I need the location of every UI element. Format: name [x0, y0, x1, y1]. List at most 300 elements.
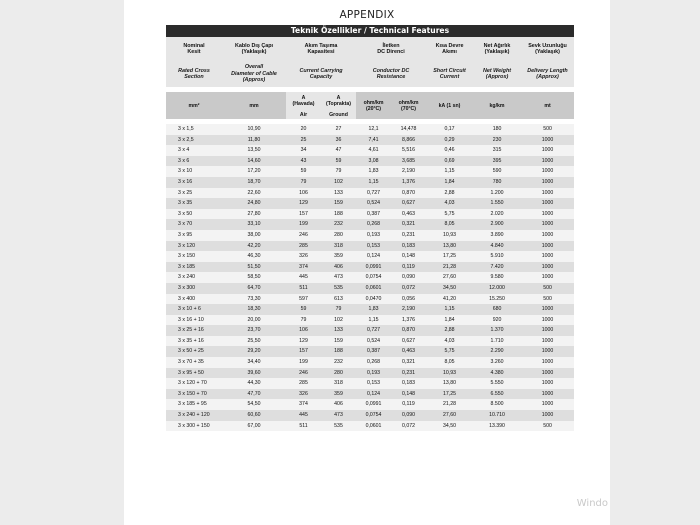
- table-cell: 511: [286, 283, 321, 294]
- table-cell: 0,231: [391, 368, 426, 379]
- header-row-turkish: [166, 37, 574, 61]
- table-cell: 21,28: [426, 262, 473, 273]
- table-cell: 13,80: [426, 241, 473, 252]
- table-cell: 3 x 95 + 50: [166, 368, 222, 379]
- table-row: [166, 209, 574, 220]
- table-cell: 500: [521, 283, 574, 294]
- table-cell: 500: [521, 421, 574, 432]
- table-row: [166, 156, 574, 167]
- table-cell: 44,30: [222, 378, 286, 389]
- sub-ohm-70: ohm/km (70°C): [391, 92, 426, 119]
- table-cell: 1000: [521, 145, 574, 156]
- table-cell: 3 x 35 + 16: [166, 336, 222, 347]
- table-cell: 29,20: [222, 346, 286, 357]
- table-cell: 47,70: [222, 389, 286, 400]
- table-cell: 5,75: [426, 346, 473, 357]
- sub-amp-air: A (Havada): [286, 92, 321, 110]
- table-cell: 1000: [521, 336, 574, 347]
- table-row: [166, 241, 574, 252]
- table-cell: 285: [286, 241, 321, 252]
- table-cell: 1000: [521, 198, 574, 209]
- sub-ka: kA (1 sn): [426, 92, 473, 119]
- table-cell: 1000: [521, 262, 574, 273]
- table-cell: 3 x 50 + 25: [166, 346, 222, 357]
- table-cell: 0,183: [391, 241, 426, 252]
- table-cell: 0,268: [356, 357, 391, 368]
- table-cell: 34,50: [426, 421, 473, 432]
- table-cell: 0,056: [391, 294, 426, 305]
- table-row: [166, 378, 574, 389]
- table-cell: 27,80: [222, 209, 286, 220]
- table-cell: 406: [321, 262, 356, 273]
- table-cell: 10.710: [473, 410, 521, 421]
- header-nominal-en: Rated Cross Section: [166, 61, 222, 87]
- table-cell: 42,20: [222, 241, 286, 252]
- table-cell: 129: [286, 198, 321, 209]
- header-current-en: Current Carrying Capacity: [286, 61, 356, 87]
- table-cell: 133: [321, 188, 356, 199]
- table-cell: 1,376: [391, 315, 426, 326]
- table-cell: 79: [321, 304, 356, 315]
- table-cell: 0,119: [391, 262, 426, 273]
- table-cell: 3 x 35: [166, 198, 222, 209]
- table-cell: 0,072: [391, 283, 426, 294]
- table-cell: 59: [286, 166, 321, 177]
- table-cell: 1.550: [473, 198, 521, 209]
- watermark-text: Windo: [576, 498, 608, 509]
- table-cell: 1000: [521, 410, 574, 421]
- table-cell: 535: [321, 421, 356, 432]
- table-cell: 17,20: [222, 166, 286, 177]
- table-cell: 3 x 240: [166, 272, 222, 283]
- table-cell: 4.380: [473, 368, 521, 379]
- appendix-page: [124, 0, 610, 525]
- table-cell: 1,15: [426, 166, 473, 177]
- table-cell: 0,183: [391, 378, 426, 389]
- table-cell: 2.020: [473, 209, 521, 220]
- sub-ground: Ground: [321, 110, 356, 119]
- table-cell: 23,70: [222, 325, 286, 336]
- table-cell: 0,090: [391, 272, 426, 283]
- table-cell: 246: [286, 368, 321, 379]
- table-cell: 14,478: [391, 124, 426, 135]
- table-cell: 0,0991: [356, 262, 391, 273]
- table-cell: 1,15: [356, 177, 391, 188]
- table-cell: 3.890: [473, 230, 521, 241]
- table-cell: 4,61: [356, 145, 391, 156]
- table-row: [166, 283, 574, 294]
- table-cell: 21,28: [426, 399, 473, 410]
- table-cell: 3 x 1,5: [166, 124, 222, 135]
- table-cell: 280: [321, 230, 356, 241]
- table-cell: 43: [286, 156, 321, 167]
- table-cell: 0,387: [356, 346, 391, 357]
- table-cell: 8,05: [426, 357, 473, 368]
- table-cell: 3 x 300 + 150: [166, 421, 222, 432]
- table-cell: 1,84: [426, 315, 473, 326]
- table-cell: 1000: [521, 368, 574, 379]
- table-cell: 15.250: [473, 294, 521, 305]
- table-cell: 1000: [521, 325, 574, 336]
- table-cell: 102: [321, 315, 356, 326]
- table-cell: 232: [321, 357, 356, 368]
- table-cell: 34: [286, 145, 321, 156]
- table-cell: 1,83: [356, 304, 391, 315]
- table-cell: 10,93: [426, 368, 473, 379]
- table-cell: 0,387: [356, 209, 391, 220]
- table-cell: 0,29: [426, 135, 473, 146]
- table-cell: 2.290: [473, 346, 521, 357]
- table-cell: 1,15: [426, 304, 473, 315]
- table-cell: 0,268: [356, 219, 391, 230]
- table-cell: 3 x 300: [166, 283, 222, 294]
- table-cell: 4.840: [473, 241, 521, 252]
- table-cell: 3 x 240 + 120: [166, 410, 222, 421]
- table-cell: 159: [321, 198, 356, 209]
- table-body: [166, 124, 574, 431]
- table-cell: 3,08: [356, 156, 391, 167]
- table-cell: 0,193: [356, 368, 391, 379]
- table-cell: 8,05: [426, 219, 473, 230]
- table-cell: 0,153: [356, 241, 391, 252]
- table-cell: 3 x 50: [166, 209, 222, 220]
- table-cell: 9.580: [473, 272, 521, 283]
- table-cell: 20,00: [222, 315, 286, 326]
- header-short-circuit-tr: Kısa Devre Akımı: [426, 37, 473, 61]
- table-cell: 7.420: [473, 262, 521, 273]
- table-cell: 1000: [521, 399, 574, 410]
- table-row: [166, 166, 574, 177]
- table-cell: 3 x 120 + 70: [166, 378, 222, 389]
- table-cell: 1.200: [473, 188, 521, 199]
- header-weight-en: Net Weight (Approx): [473, 61, 521, 87]
- table-cell: 613: [321, 294, 356, 305]
- table-cell: 3 x 95: [166, 230, 222, 241]
- table-cell: 2,88: [426, 325, 473, 336]
- table-cell: 51,50: [222, 262, 286, 273]
- appendix-title: APPENDIX: [339, 9, 395, 21]
- header-row-english: [166, 61, 574, 87]
- table-row: [166, 198, 574, 209]
- table-cell: 0,124: [356, 251, 391, 262]
- table-cell: 280: [321, 368, 356, 379]
- table-row: [166, 410, 574, 421]
- table-cell: 34,50: [426, 283, 473, 294]
- table-row: [166, 346, 574, 357]
- table-cell: 24,80: [222, 198, 286, 209]
- table-cell: 0,148: [391, 251, 426, 262]
- header-diameter-en: Overall Diameter of Cable (Approx): [222, 61, 286, 87]
- table-cell: 445: [286, 272, 321, 283]
- table-cell: 0,119: [391, 399, 426, 410]
- table-cell: 359: [321, 251, 356, 262]
- table-cell: 5.910: [473, 251, 521, 262]
- table-cell: 4,03: [426, 336, 473, 347]
- table-cell: 47: [321, 145, 356, 156]
- table-cell: 3,685: [391, 156, 426, 167]
- table-cell: 159: [321, 336, 356, 347]
- table-cell: 25,50: [222, 336, 286, 347]
- table-cell: 1000: [521, 166, 574, 177]
- table-cell: 3 x 25 + 16: [166, 325, 222, 336]
- table-cell: 1000: [521, 357, 574, 368]
- table-cell: 34,40: [222, 357, 286, 368]
- table-cell: 38,00: [222, 230, 286, 241]
- table-cell: 54,50: [222, 399, 286, 410]
- table-cell: 680: [473, 304, 521, 315]
- header-short-circuit-en: Short Circuit Current: [426, 61, 473, 87]
- table-cell: 2.900: [473, 219, 521, 230]
- table-cell: 3 x 120: [166, 241, 222, 252]
- table-cell: 60,60: [222, 410, 286, 421]
- table-row: [166, 389, 574, 400]
- table-cell: 157: [286, 209, 321, 220]
- table-cell: 36: [321, 135, 356, 146]
- table-cell: 0,69: [426, 156, 473, 167]
- table-cell: 326: [286, 251, 321, 262]
- table-cell: 1000: [521, 389, 574, 400]
- table-cell: 5.550: [473, 378, 521, 389]
- table-cell: 1000: [521, 219, 574, 230]
- sub-ohm-20: ohm/km (20°C): [356, 92, 391, 119]
- table-cell: 1000: [521, 230, 574, 241]
- table-cell: 180: [473, 124, 521, 135]
- table-cell: 106: [286, 188, 321, 199]
- table-cell: 3 x 150: [166, 251, 222, 262]
- table-row: [166, 357, 574, 368]
- header-row-sub: [166, 92, 574, 110]
- table-cell: 3 x 150 + 70: [166, 389, 222, 400]
- table-cell: 1000: [521, 209, 574, 220]
- table-cell: 22,60: [222, 188, 286, 199]
- table-cell: 780: [473, 177, 521, 188]
- table-cell: 0,0754: [356, 272, 391, 283]
- table-cell: 1.710: [473, 336, 521, 347]
- table-cell: 0,072: [391, 421, 426, 432]
- table-cell: 11,80: [222, 135, 286, 146]
- table-cell: 0,463: [391, 209, 426, 220]
- table-cell: 18,70: [222, 177, 286, 188]
- table-cell: 406: [321, 399, 356, 410]
- table-cell: 0,524: [356, 198, 391, 209]
- table-cell: 3.260: [473, 357, 521, 368]
- table-cell: 59: [286, 304, 321, 315]
- table-cell: 1.370: [473, 325, 521, 336]
- header-delivery-en: Delivery Length (Approx): [521, 61, 574, 87]
- table-cell: 39,60: [222, 368, 286, 379]
- table-cell: 590: [473, 166, 521, 177]
- table-row: [166, 421, 574, 432]
- table-cell: 500: [521, 124, 574, 135]
- header-resistance-tr: İletken DC Direnci: [356, 37, 426, 61]
- table-cell: 0,124: [356, 389, 391, 400]
- table-cell: 3 x 10: [166, 166, 222, 177]
- table-row: [166, 315, 574, 326]
- table-cell: 0,148: [391, 389, 426, 400]
- sub-amp-ground: A (Toprakta): [321, 92, 356, 110]
- table-cell: 25: [286, 135, 321, 146]
- table-row: [166, 272, 574, 283]
- table-cell: 0,524: [356, 336, 391, 347]
- table-cell: 920: [473, 315, 521, 326]
- table-cell: 1,84: [426, 177, 473, 188]
- table-cell: 46,30: [222, 251, 286, 262]
- table-cell: 473: [321, 410, 356, 421]
- table-cell: 20: [286, 124, 321, 135]
- table-cell: 0,463: [391, 346, 426, 357]
- table-cell: 1000: [521, 378, 574, 389]
- table-cell: 511: [286, 421, 321, 432]
- table-row: [166, 124, 574, 135]
- unit-nominal: mm²: [166, 92, 222, 119]
- table-cell: 1000: [521, 251, 574, 262]
- table-cell: 157: [286, 346, 321, 357]
- table-cell: 0,870: [391, 325, 426, 336]
- table-cell: 133: [321, 325, 356, 336]
- table-cell: 3 x 185: [166, 262, 222, 273]
- table-cell: 0,193: [356, 230, 391, 241]
- table-row: [166, 135, 574, 146]
- table-cell: 318: [321, 378, 356, 389]
- table-cell: 188: [321, 346, 356, 357]
- table-cell: 1000: [521, 241, 574, 252]
- table-cell: 3 x 16: [166, 177, 222, 188]
- table-cell: 1,15: [356, 315, 391, 326]
- table-cell: 79: [286, 177, 321, 188]
- table-cell: 0,0754: [356, 410, 391, 421]
- table-cell: 12.000: [473, 283, 521, 294]
- table-cell: 0,153: [356, 378, 391, 389]
- table-cell: 0,46: [426, 145, 473, 156]
- unit-weight: kg/km: [473, 92, 521, 119]
- table-cell: 1000: [521, 346, 574, 357]
- table-cell: 27,60: [426, 410, 473, 421]
- table-cell: 395: [473, 156, 521, 167]
- table-cell: 246: [286, 230, 321, 241]
- table-cell: 27,60: [426, 272, 473, 283]
- table-cell: 0,0601: [356, 283, 391, 294]
- table-cell: 0,727: [356, 188, 391, 199]
- technical-features-table: [166, 37, 574, 431]
- table-row: [166, 325, 574, 336]
- table-cell: 2,190: [391, 166, 426, 177]
- table-cell: 1000: [521, 135, 574, 146]
- table-cell: 473: [321, 272, 356, 283]
- table-cell: 7,41: [356, 135, 391, 146]
- table-row: [166, 251, 574, 262]
- table-cell: 67,00: [222, 421, 286, 432]
- table-cell: 1,83: [356, 166, 391, 177]
- header-current-tr: Akım Taşıma Kapasitesi: [286, 37, 356, 61]
- table-cell: 3 x 4: [166, 145, 222, 156]
- table-cell: 0,0991: [356, 399, 391, 410]
- table-cell: 0,321: [391, 219, 426, 230]
- table-row: [166, 368, 574, 379]
- table-row: [166, 177, 574, 188]
- table-cell: 445: [286, 410, 321, 421]
- table-cell: 0,627: [391, 198, 426, 209]
- table-cell: 17,25: [426, 251, 473, 262]
- table-cell: 0,727: [356, 325, 391, 336]
- table-cell: 79: [286, 315, 321, 326]
- table-cell: 0,0601: [356, 421, 391, 432]
- table-cell: 58,50: [222, 272, 286, 283]
- table-cell: 106: [286, 325, 321, 336]
- table-row: [166, 230, 574, 241]
- table-cell: 1000: [521, 272, 574, 283]
- table-cell: 326: [286, 389, 321, 400]
- header-resistance-en: Conductor DC Resistance: [356, 61, 426, 87]
- table-cell: 188: [321, 209, 356, 220]
- table-row: [166, 399, 574, 410]
- table-cell: 230: [473, 135, 521, 146]
- table-cell: 3 x 2,5: [166, 135, 222, 146]
- table-cell: 14,60: [222, 156, 286, 167]
- table-cell: 5,75: [426, 209, 473, 220]
- table-cell: 41,20: [426, 294, 473, 305]
- table-cell: 535: [321, 283, 356, 294]
- table-row: [166, 145, 574, 156]
- table-cell: 6.550: [473, 389, 521, 400]
- table-cell: 3 x 16 + 10: [166, 315, 222, 326]
- table-cell: 4,03: [426, 198, 473, 209]
- header-nominal-tr: Nominal Kesit: [166, 37, 222, 61]
- table-cell: 2,190: [391, 304, 426, 315]
- table-cell: 374: [286, 262, 321, 273]
- table-cell: 3 x 6: [166, 156, 222, 167]
- table-cell: 3 x 70 + 35: [166, 357, 222, 368]
- table-row: [166, 336, 574, 347]
- table-cell: 33,10: [222, 219, 286, 230]
- table-cell: 3 x 400: [166, 294, 222, 305]
- table-cell: 1000: [521, 304, 574, 315]
- table-cell: 199: [286, 357, 321, 368]
- table-cell: 5,516: [391, 145, 426, 156]
- table-cell: 315: [473, 145, 521, 156]
- table-row: [166, 188, 574, 199]
- table-cell: 13.390: [473, 421, 521, 432]
- unit-delivery: mt: [521, 92, 574, 119]
- table-cell: 59: [321, 156, 356, 167]
- table-cell: 285: [286, 378, 321, 389]
- table-cell: 1,376: [391, 177, 426, 188]
- table-cell: 3 x 185 + 95: [166, 399, 222, 410]
- table-cell: 10,93: [426, 230, 473, 241]
- table-cell: 597: [286, 294, 321, 305]
- table-cell: 8.500: [473, 399, 521, 410]
- unit-diameter: mm: [222, 92, 286, 119]
- header-delivery-tr: Sevk Uzunluğu (Yaklaşık): [521, 37, 574, 61]
- table-cell: 102: [321, 177, 356, 188]
- table-cell: 1000: [521, 177, 574, 188]
- table-cell: 359: [321, 389, 356, 400]
- table-cell: 0,17: [426, 124, 473, 135]
- table-cell: 0,870: [391, 188, 426, 199]
- table-cell: 0,627: [391, 336, 426, 347]
- table-cell: 8,866: [391, 135, 426, 146]
- table-cell: 2,88: [426, 188, 473, 199]
- table-cell: 0,090: [391, 410, 426, 421]
- table-cell: 500: [521, 294, 574, 305]
- table-row: [166, 304, 574, 315]
- table-cell: 79: [321, 166, 356, 177]
- table-cell: 27: [321, 124, 356, 135]
- table-cell: 318: [321, 241, 356, 252]
- table-cell: 0,0470: [356, 294, 391, 305]
- table-row: [166, 294, 574, 305]
- table-cell: 1000: [521, 188, 574, 199]
- table-cell: 10,90: [222, 124, 286, 135]
